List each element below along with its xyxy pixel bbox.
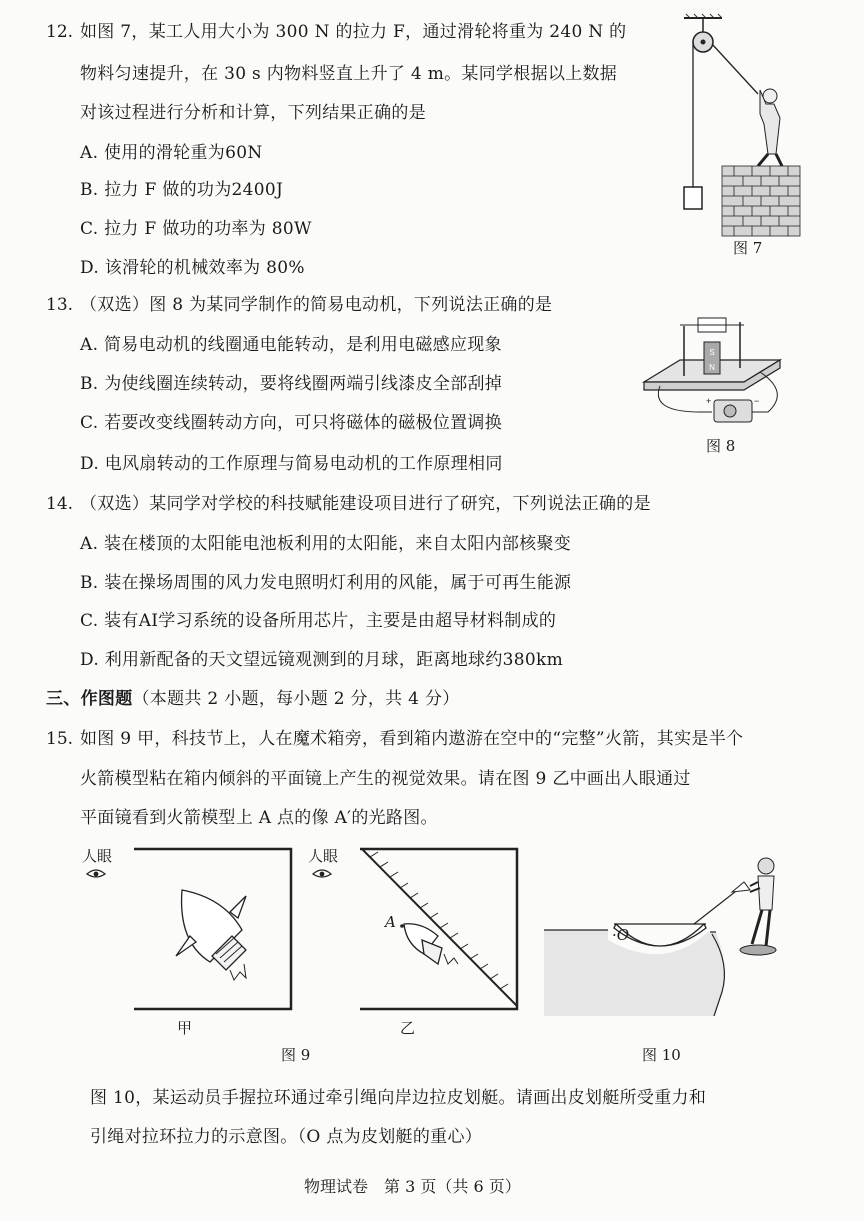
q16-stem-line-2: 引绳对拉环拉力的示意图。（O 点为皮划艇的重心） — [90, 1127, 483, 1147]
q12-option-d: D. 该滑轮的机械效率为 80% — [80, 258, 305, 278]
svg-text:−: − — [754, 396, 760, 406]
q14-stem: （双选）某同学对学校的科技赋能建设项目进行了研究，下列说法正确的是 — [80, 494, 651, 514]
magnet-s-label: S — [709, 348, 715, 357]
figure-8-caption: 图 8 — [706, 437, 736, 455]
q12-stem-line-2: 物料匀速提升，在 30 s 内物料竖直上升了 4 m。某同学根据以上数据 — [80, 64, 618, 84]
point-a-label: A — [385, 913, 396, 931]
q14-option-d: D. 利用新配备的天文望远镜观测到的月球，距离地球约380km — [80, 650, 563, 670]
q12-option-a: A. 使用的滑轮重为60N — [80, 143, 263, 163]
q15-stem-line-3: 平面镜看到火箭模型上 A 点的像 A′的光路图。 — [80, 808, 438, 828]
figure-7-pulley-worker — [680, 14, 800, 239]
q15-stem-line-2: 火箭模型粘在箱内倾斜的平面镜上产生的视觉效果。请在图 9 乙中画出人眼通过 — [80, 769, 691, 789]
eye-label-yi: 人眼 — [308, 847, 339, 865]
q14-option-c: C. 装有AI学习系统的设备所用芯片，主要是由超导材料制成的 — [80, 611, 557, 631]
section-3-title: 三、作图题 — [46, 689, 133, 709]
q12-option-b: B. 拉力 F 做的功为2400J — [80, 180, 284, 200]
figure-8-simple-motor — [640, 312, 800, 432]
eye-icon — [86, 868, 106, 880]
q13-stem: （双选）图 8 为某同学制作的简易电动机，下列说法正确的是 — [80, 295, 553, 315]
question-number-12: 12. — [46, 22, 74, 42]
figure-9-yi-label: 乙 — [400, 1019, 416, 1037]
svg-text:+: + — [706, 396, 712, 406]
q16-stem-line-1: 图 10，某运动员手握拉环通过牵引绳向岸边拉皮划艇。请画出皮划艇所受重力和 — [90, 1088, 707, 1108]
figure-9-yi-box — [360, 846, 520, 1012]
q13-option-a: A. 简易电动机的线圈通电能转动，是利用电磁感应现象 — [80, 335, 502, 355]
figure-9-caption: 图 9 — [281, 1046, 311, 1064]
question-number-14: 14. — [46, 494, 74, 514]
figure-10-caption: 图 10 — [642, 1046, 681, 1064]
page-footer: 物理试卷 第 3 页（共 6 页） — [304, 1177, 521, 1196]
q13-option-d: D. 电风扇转动的工作原理与简易电动机的工作原理相同 — [80, 454, 503, 474]
eye-label-jia: 人眼 — [82, 847, 113, 865]
figure-9-jia-label: 甲 — [177, 1019, 193, 1037]
question-number-15: 15. — [46, 729, 74, 749]
q15-stem-line-1: 如图 9 甲，科技节上，人在魔术箱旁，看到箱内遨游在空中的“完整”火箭，其实是半个 — [80, 729, 744, 749]
section-3-heading — [46, 687, 460, 711]
q12-option-c: C. 拉力 F 做功的功率为 80W — [80, 219, 312, 239]
figure-10-kayak — [544, 852, 806, 1018]
magnet-n-label: N — [709, 363, 715, 372]
q14-option-a: A. 装在楼顶的太阳能电池板利用的太阳能，来自太阳内部核聚变 — [80, 534, 572, 554]
figure-9-jia-box — [134, 846, 294, 1012]
q12-stem-line-3: 对该过程进行分析和计算，下列结果正确的是 — [80, 103, 426, 123]
q13-option-c: C. 若要改变线圈转动方向，可只将磁体的磁极位置调换 — [80, 413, 503, 433]
q12-stem-line-1: 如图 7，某工人用大小为 300 N 的拉力 F，通过滑轮将重为 240 N 的 — [80, 22, 627, 42]
figure-7-caption: 图 7 — [733, 239, 763, 257]
q14-option-b: B. 装在操场周围的风力发电照明灯利用的风能，属于可再生能源 — [80, 573, 572, 593]
eye-icon — [312, 868, 332, 880]
question-number-13: 13. — [46, 295, 74, 315]
center-of-gravity-label: ·O — [612, 926, 630, 944]
q13-option-b: B. 为使线圈连续转动，要将线圈两端引线漆皮全部刮掉 — [80, 374, 503, 394]
section-3-note: （本题共 2 小题，每小题 2 分，共 4 分） — [132, 689, 460, 709]
